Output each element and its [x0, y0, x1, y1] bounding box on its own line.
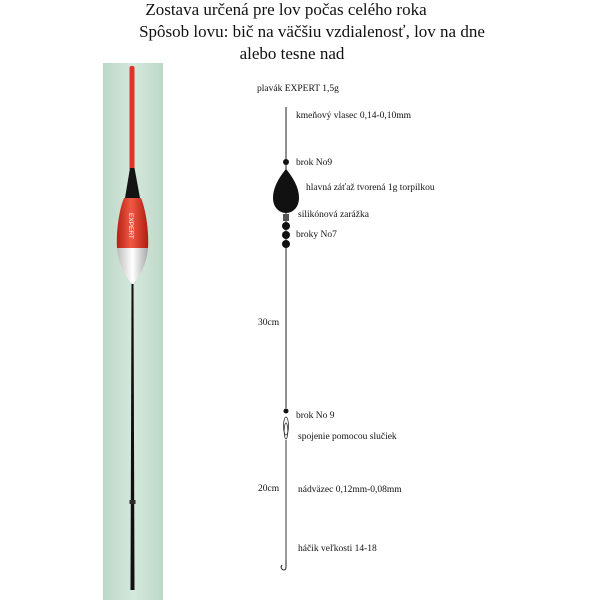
label-main-line: kmeňový vlasec 0,14-0,10mm [296, 111, 412, 121]
shot-no7-1 [282, 222, 290, 230]
float-brand-label: EXPERT [127, 213, 134, 239]
main-weight [273, 169, 299, 213]
float-stem-joint [130, 500, 136, 504]
label-hooklink: nádväzec 0,12mm-0,08mm [298, 485, 402, 495]
label-hook: háčik veľkosti 14-18 [298, 544, 377, 554]
shot-no7-3 [282, 240, 290, 248]
loop-connection-inner [284, 423, 288, 439]
label-shots-no7: broky No7 [296, 230, 337, 240]
title-line-1: Zostava určená pre lov počas celého roka [145, 0, 427, 19]
shot-no7-2 [282, 231, 290, 239]
label-main-weight: hlavná záťaž tvorená 1g torpilkou [306, 183, 435, 193]
title-line-3: alebo tesne nad [239, 44, 345, 63]
label-loop-connection: spojenie pomocou slučiek [298, 432, 397, 442]
shot-no9-top [283, 159, 289, 165]
silicone-stopper [283, 214, 289, 221]
distance-lower: 20cm [258, 484, 280, 494]
label-float: plavák EXPERT 1,5g [257, 84, 339, 94]
title-line-2: Spôsob lovu: bič na väčšiu vzdialenosť, lov na dne [139, 22, 485, 41]
distance-upper: 30cm [258, 318, 280, 328]
label-shot-no9-top: brok No9 [296, 158, 333, 168]
shot-no9-bottom [284, 409, 289, 414]
float-antenna [130, 66, 135, 170]
hook [281, 560, 286, 570]
label-stopper: silikónová zarážka [298, 210, 369, 220]
label-shot-no9-bottom: brok No 9 [296, 411, 335, 421]
